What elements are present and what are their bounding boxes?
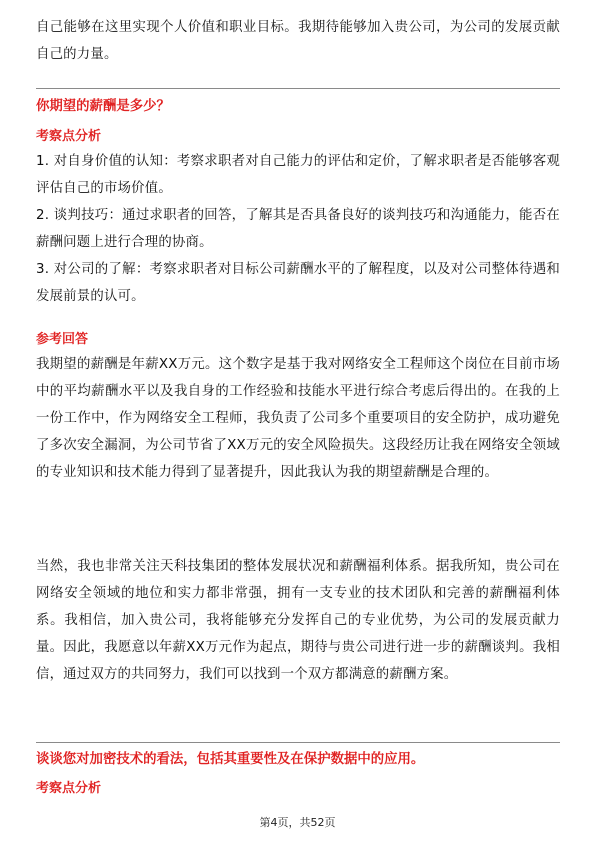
divider: [36, 742, 560, 743]
question-heading: 你期望的薪酬是多少？: [36, 99, 170, 114]
page-number: 第4页，共52页: [259, 816, 336, 829]
divider: [36, 88, 560, 89]
answer-paragraph-block: [36, 351, 560, 486]
analysis-point: 3. 对公司的了解：考察求职者对目标公司薪酬水平的了解程度，以及对公司整体待遇和发展前景的认可。: [36, 262, 560, 304]
question-heading: 谈谈您对加密技术的看法，包括其重要性及在保护数据中的应用。: [36, 752, 425, 767]
analysis-point: 2. 谈判技巧：通过求职者的回答，了解其是否具备良好的谈判技巧和沟通能力，能否在薪酬问题上进行合理的协商。: [36, 208, 560, 250]
intro-paragraph-block: [36, 14, 560, 68]
answer-paragraph: 当然，我也非常关注天科技集团的整体发展状况和薪酬福利体系。据我所知，贵公司在网络安全领域的地位和实力都非常强，拥有一支专业的技术团队和完善的薪酬福利体系。我相信，加入贵公司，我将能够充分发挥自己的专业优势，为公司的发展贡献力量。因此，我愿意以年薪XX万元作为起点，期待与贵公司进行进一步的薪酬谈判。我相信，通过双方的共同努力，我们可以找到一个双方都满意的薪酬方案。: [36, 559, 560, 682]
analysis-points: [36, 148, 560, 310]
answer-heading: 参考回答: [36, 332, 89, 347]
answer-paragraph-block: [36, 553, 560, 688]
intro-paragraph: 自己能够在这里实现个人价值和职业目标。我期待能够加入贵公司，为公司的发展贡献自己的力量。: [36, 20, 560, 62]
analysis-heading: 考察点分析: [36, 129, 102, 144]
answer-paragraph: 我期望的薪酬是年薪XX万元。这个数字是基于我对网络安全工程师这个岗位在目前市场中的平均薪酬水平以及我自身的工作经验和技能水平进行综合考虑后得出的。在我的上一份工作中，作为网络安全工程师，我负责了公司多个重要项目的安全防护，成功避免了多次安全漏洞，为公司节省了XX万元的安全风险损失。这段经历让我在网络安全领域的专业知识和技术能力得到了显著提升，因此我认为我的期望薪酬是合理的。: [36, 357, 560, 480]
analysis-point: 1. 对自身价值的认知：考察求职者对自己能力的评估和定价，了解求职者是否能够客观评估自己的市场价值。: [36, 154, 560, 196]
analysis-heading: 考察点分析: [36, 781, 102, 796]
